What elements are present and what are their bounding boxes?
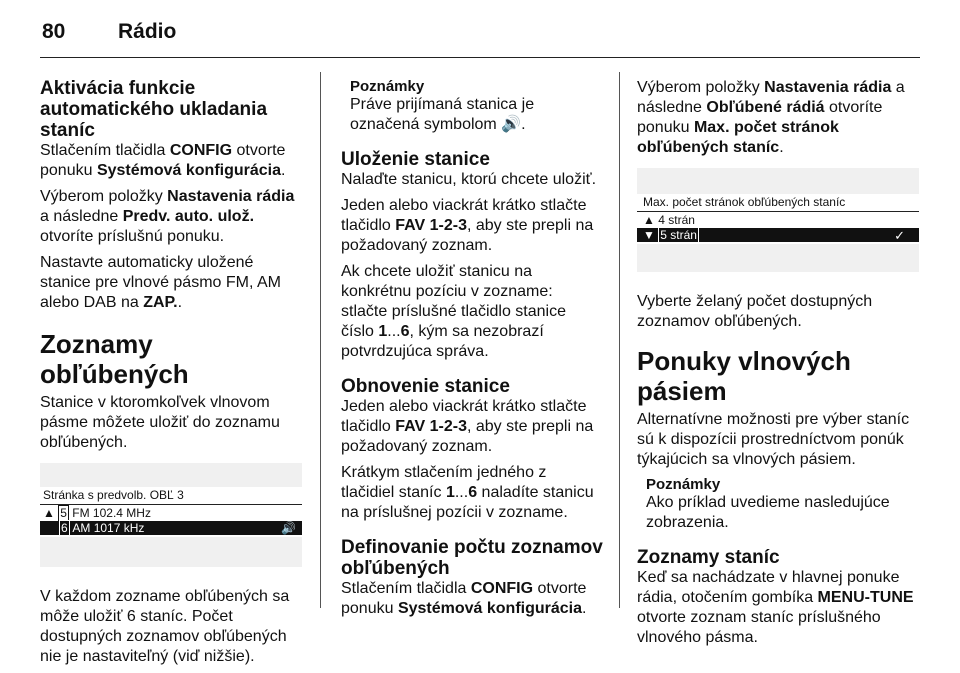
page-number: 80 [42,20,66,43]
note-text: Ako príklad uvedieme nasledujúce zobrazenia. [646,494,890,531]
paragraph: Nalaďte stanicu, ktorú chcete uložiť. [341,171,597,188]
paragraph: Výberom položky Nastavenia rádia a následne Obľúbené rádiá otvoríte ponuku Max. počet stránok obľúbených staníc. [637,79,905,156]
speaker-icon: 🔊 [501,116,522,133]
arrow-down-icon: ▼ [643,228,655,242]
note-label: Poznámky [350,78,425,95]
screen-title: Max. počet stránok obľúbených staníc [643,195,846,209]
column-3 [637,78,919,654]
favourites-screen [40,487,302,537]
paragraph: Stlačením tlačidla CONFIG otvorte ponuku Systémová konfigurácia. [40,142,286,179]
page-header [0,0,960,58]
note-label: Poznámky [646,476,721,493]
paragraph: Stanice v ktoromkoľvek vlnovom pásme môžete uložiť do zoznamu obľúbených. [40,394,280,451]
arrow-up-icon: ▲ [643,213,655,227]
screen-row-selected: ▼ 5 strán ✓ [637,228,919,242]
paragraph: Jeden alebo viackrát krátko stlačte tlačidlo FAV 1-2-3, aby ste prepli na požadovaný zoznam. [341,197,594,254]
heading-restore-station: Obnovenie stanice [341,376,510,397]
heading-favourites: Zoznamy obľúbených [40,329,189,389]
heading-save-station: Uloženie stanice [341,149,490,170]
heading-station-lists: Zoznamy staníc [637,547,780,568]
note-box [646,476,919,533]
page-title: Rádio [118,20,177,43]
paragraph: Stlačením tlačidla CONFIG otvorte ponuku Systémová konfigurácia. [341,580,587,617]
column-divider-1 [320,72,321,608]
note-box [350,78,603,135]
arrow-up-icon: ▲ [43,506,55,520]
screen-row-selected: 6 AM 1017 kHz 🔊 [40,521,302,535]
paragraph: Vyberte želaný počet dostupných zoznamov obľúbených. [637,293,873,330]
paragraph: Krátkym stlačením jedného z tlačidiel staníc 1...6 naladíte stanicu na príslušnej pozícii v zozname. [341,464,594,521]
header-rule [40,57,920,58]
heading-define-lists: Definovanie počtu zoznamov obľúbených [341,537,603,579]
paragraph: V každom zozname obľúbených sa môže uložiť 6 staníc. Počet dostupných zoznamov obľúbených nie je nastaviteľný (viď nižšie). [40,588,290,665]
speaker-icon: 🔊 [281,521,296,535]
paragraph: Nastavte automaticky uložené stanice pre vlnové pásmo FM, AM alebo DAB na ZAP.. [40,254,281,311]
favourites-screen-figure [40,463,302,567]
screen-row: ▲ 5 FM 102.4 MHz [43,506,151,520]
paragraph: Alternatívne možnosti pre výber staníc sú k dispozícii prostredníctvom ponúk týkajúcich sa vlnových pásiem. [637,411,910,468]
paragraph: Jeden alebo viackrát krátko stlačte tlačidlo FAV 1-2-3, aby ste prepli na požadovaný zoznam. [341,398,594,455]
heading-auto-store: Aktivácia funkcie automatického ukladania staníc [40,78,268,141]
screen-title: Stránka s predvolb. OBĽ 3 [43,488,184,502]
max-pages-screen-figure [637,168,919,272]
check-icon: ✓ [894,228,905,243]
paragraph: Výberom položky Nastavenia rádia a následne Predv. auto. ulož. otvoríte príslušnú ponuku. [40,188,295,245]
column-2 [341,78,603,625]
column-divider-2 [619,72,620,608]
paragraph: Keď sa nachádzate v hlavnej ponuke rádia, otočením gombíka MENU-TUNE otvorte zoznam staníc príslušného vlnového pásma. [637,569,914,646]
note-text: Práve prijímaná stanica je označená symbolom 🔊. [350,96,535,133]
paragraph: Ak chcete uložiť stanicu na konkrétnu pozíciu v zozname: stlačte príslušné tlačidlo stanice číslo 1...6, kým sa nezobrazí potvrdzujúca správa. [341,263,566,360]
max-pages-screen [637,194,919,244]
screen-row: ▲ 4 strán [643,213,695,227]
column-1 [40,78,302,673]
heading-band-menus: Ponuky vlnových pásiem [637,346,851,406]
